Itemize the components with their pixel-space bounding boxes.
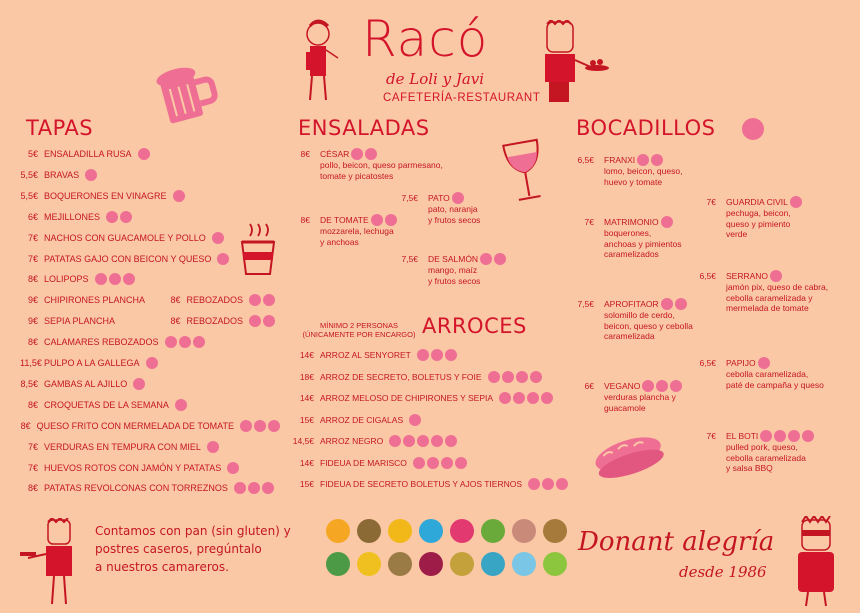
arroz-price: 15€: [299, 414, 314, 425]
bocadillo-desc-line: mermelada de tomate: [726, 303, 809, 314]
allergen-icon: [207, 441, 219, 453]
allergen-icon: [417, 435, 429, 447]
masked-character-illustration-icon: [788, 516, 848, 608]
allergen-icon: [556, 478, 568, 490]
ensalada-name: CÉSAR: [320, 149, 350, 159]
tapa-price: 8€: [27, 483, 38, 494]
allergen-icon: [542, 478, 554, 490]
footer-note-line: Contamos con pan (sin gluten) y: [95, 524, 291, 538]
tapa-row: [20, 355, 280, 371]
arroz-name: ARROZ DE SECRETO, BOLETUS Y FOIE: [320, 371, 482, 382]
bocadillo-name: MATRIMONIO: [604, 217, 659, 227]
brand-subtitle: de Loli y Javi: [386, 70, 485, 88]
allergen-icon: [263, 294, 275, 306]
sulphites-icon: [419, 552, 443, 576]
ensalada-price: 7,5€: [401, 193, 418, 203]
bocadillo-item: [574, 380, 682, 413]
bocadillo-desc-line: caramelizados: [604, 249, 659, 260]
bocadillo-item: [574, 154, 682, 187]
allergen-icon: [413, 457, 425, 469]
tapa-name: BOQUERONES EN VINAGRE: [44, 190, 167, 201]
allergen-icon: [528, 478, 540, 490]
molluscs-icon: [481, 552, 505, 576]
bocadillo-name: SERRANO: [726, 271, 769, 281]
tapa-price: 8€: [20, 420, 31, 431]
allergen-icon: [179, 336, 191, 348]
slogan: Donant alegría: [578, 527, 775, 557]
bocadillo-item: [696, 430, 814, 474]
arroz-row: [290, 455, 467, 471]
footer-note-line: postres caseros, pregúntalo: [95, 542, 262, 556]
ensalada-salmon: [398, 253, 506, 286]
ensalada-desc-line: y frutos secos: [428, 214, 481, 225]
footer-note: [95, 522, 325, 576]
allergen-icon: [262, 482, 274, 494]
tapa-price: 7€: [27, 232, 38, 243]
allergen-icon: [445, 435, 457, 447]
bocadillo-desc-line: solomillo de cerdo,: [604, 310, 675, 320]
arroz-row: [290, 390, 553, 406]
tapa-price: 5€: [27, 149, 38, 159]
bocadillo-desc-line: jamón pix, queso de cabra,: [726, 282, 829, 292]
bocadillo-desc-line: beicon, queso y cebolla: [604, 320, 693, 331]
arroz-row: [290, 369, 542, 385]
arroz-price: 14€: [299, 457, 314, 468]
allergen-icon: [656, 380, 668, 392]
tapa-name: PATATAS GAJO CON BEICON Y QUESO: [44, 253, 212, 264]
allergen-icon: [530, 371, 542, 383]
allergen-icon: [138, 148, 150, 160]
bocadillo-price: 7€: [706, 197, 716, 207]
bocadillo-price: 7€: [584, 217, 594, 227]
milk-icon: [512, 519, 536, 543]
allergen-icon: [516, 371, 528, 383]
arroz-row: [290, 347, 457, 363]
bocadillo-name: GUARDIA CIVIL: [726, 197, 788, 207]
bocadillo-item: [574, 298, 693, 342]
tapa-extra-name: REBOZADOS: [186, 295, 243, 306]
allergen-icon: [268, 420, 280, 432]
allergen-icon: [263, 315, 275, 327]
bocadillo-desc-line: guacamole: [604, 402, 646, 413]
ensalada-cesar: [296, 148, 443, 181]
allergen-icon: [212, 232, 224, 244]
bocadillo-item: [574, 216, 682, 260]
bocadillo-price: 6,5€: [699, 358, 716, 368]
bocadillo-desc-line: caramelizada: [604, 331, 655, 342]
waitress-illustration-icon: [296, 18, 342, 104]
tapa-name: ENSALADILLA RUSA: [44, 149, 132, 159]
bocadillo-desc-line: huevo y tomate: [604, 176, 663, 187]
bocadillo-desc-line: queso y pimiento: [726, 218, 791, 229]
allergen-icon: [173, 190, 185, 202]
bocadillo-desc-line: pechuga, beicon,: [726, 208, 791, 218]
allergen-icon: [427, 457, 439, 469]
allergen-icon: [488, 371, 500, 383]
allergen-icon: [217, 253, 229, 265]
allergen-icon: [670, 380, 682, 392]
ensalada-pato: [398, 192, 480, 225]
arroces-note-line2: (ÚNICAMENTE POR ENCARGO): [302, 330, 416, 339]
allergen-icon: [95, 273, 107, 285]
allergen-icon: [234, 482, 246, 494]
fish-icon: [419, 519, 443, 543]
arroz-name: ARROZ MELOSO DE CHIPIRONES Y SEPIA: [320, 393, 494, 403]
tapa-row: [20, 292, 275, 308]
allergen-icon: [758, 357, 770, 369]
bocadillo-desc-line: y salsa BBQ: [726, 463, 773, 474]
bocadillo-price: 7,5€: [577, 299, 594, 309]
allergen-icon: [254, 420, 266, 432]
waiter-tray-illustration-icon: [18, 518, 84, 608]
bocadillo-price: 6,5€: [699, 271, 716, 281]
sesame-icon: [388, 552, 412, 576]
gluten-icon: [326, 519, 350, 543]
soy-icon: [481, 519, 505, 543]
crustaceans-icon: [357, 519, 381, 543]
allergen-icon: [527, 392, 539, 404]
slogan-since: desde 1986: [679, 563, 767, 581]
bocadillo-name: PAPIJO: [726, 358, 756, 368]
allergen-icon: [661, 216, 673, 228]
tapa-price: 8€: [27, 274, 38, 285]
ensalada-name: DE SALMÓN: [428, 254, 479, 264]
tapa-row: [20, 397, 280, 413]
tapa-name: VERDURAS EN TEMPURA CON MIEL: [44, 441, 201, 452]
peanut-icon: [450, 519, 474, 543]
arroces-note: [300, 321, 418, 339]
arroz-price: 14,5€: [292, 436, 314, 446]
tapa-price: 11,5€: [20, 358, 42, 368]
tapa-name: SEPIA PLANCHA: [44, 316, 116, 327]
arroz-row: [290, 412, 421, 428]
tapa-name: PULPO A LA GALLEGA: [44, 358, 140, 368]
tapa-name: GAMBAS AL AJILLO: [44, 378, 128, 389]
allergen-icon: [802, 430, 814, 442]
tapa-price: 9€: [27, 295, 38, 306]
bocadillo-price: 6,5€: [577, 155, 594, 165]
allergen-icon: [774, 430, 786, 442]
allergen-icon: [770, 270, 782, 282]
tapa-name: BRAVAS: [44, 169, 80, 180]
arroces-note-line1: MÍNIMO 2 PERSONAS: [320, 321, 398, 330]
bocadillo-desc-line: boquerones,: [604, 228, 652, 238]
ensalada-desc-line: y frutos secos: [428, 275, 481, 286]
waiter-illustration-icon: [535, 20, 611, 104]
brand-title: Racó: [362, 10, 489, 68]
allergen-icon: [499, 392, 511, 404]
tapa-row: [20, 334, 280, 350]
allergen-icon: [403, 435, 415, 447]
footer-note-line: a nuestros camareros.: [95, 560, 229, 574]
allergen-icon: [409, 414, 421, 426]
arroz-row: [290, 433, 457, 449]
mustard-icon: [357, 552, 381, 576]
allergen-icon: [445, 349, 457, 361]
mollusc-shell-icon: [512, 552, 536, 576]
tapa-row: [20, 188, 280, 204]
tapa-row: [20, 439, 280, 455]
allergen-icon: [675, 298, 687, 310]
allergen-icon: [227, 462, 239, 474]
allergen-icon: [146, 357, 158, 369]
tapa-name: CROQUETAS DE LA SEMANA: [44, 399, 169, 410]
allergen-icon: [661, 298, 673, 310]
tapa-name: PATATAS REVOLCONAS CON TORREZNOS: [44, 483, 228, 494]
tapa-price: 5,5€: [20, 190, 38, 201]
ensalada-tomate: [296, 214, 397, 247]
allergen-icon: [123, 273, 135, 285]
tapa-name: HUEVOS ROTOS CON JAMÓN Y PATATAS: [44, 462, 222, 473]
allergen-icon: [651, 154, 663, 166]
tapa-price: 7€: [27, 253, 38, 264]
arroz-price: 15€: [299, 479, 314, 489]
allergen-icon: [431, 349, 443, 361]
ensalada-desc-line: pollo, beicon, queso parmesano,: [320, 160, 443, 170]
allergen-icon: [193, 336, 205, 348]
tapa-name: CHIPIRONES PLANCHA: [44, 295, 146, 306]
ensalada-desc-line: pato, naranja: [428, 204, 478, 214]
tapa-row: [20, 146, 280, 162]
tapa-row: [20, 460, 280, 476]
allergen-icon: [85, 169, 97, 181]
brand-tagline: CAFETERÍA-RESTAURANT: [383, 92, 541, 104]
nuts-icon: [543, 519, 567, 543]
allergen-icon: [637, 154, 649, 166]
arroz-name: ARROZ AL SENYORET: [320, 350, 411, 360]
allergen-icon: [513, 392, 525, 404]
ensalada-desc-line: mango, maíz: [428, 265, 478, 275]
ensalada-desc-line: mozzarela, lechuga: [320, 226, 394, 236]
allergen-icon: [109, 273, 121, 285]
bocadillo-desc-line: paté de campaña y queso: [726, 379, 824, 390]
allergen-icon: [441, 457, 453, 469]
ensalada-price: 8€: [300, 149, 310, 159]
tapa-price: 7€: [27, 441, 38, 452]
lupin-icon: [450, 552, 474, 576]
allergen-icon: [417, 349, 429, 361]
vegan-icon: [543, 552, 567, 576]
allergen-icon: [175, 399, 187, 411]
wine-glass-icon: [498, 138, 556, 204]
allergen-icon: [788, 430, 800, 442]
bocadillo-desc-line: cebolla caramelizada y: [726, 292, 813, 303]
coffee-cup-icon: [236, 222, 280, 278]
allergen-icon: [133, 378, 145, 390]
arroz-name: FIDEUA DE SECRETO BOLETUS Y AJOS TIERNOS: [320, 479, 523, 489]
allergen-icon: [642, 380, 654, 392]
tapas-title: TAPAS: [26, 116, 94, 140]
arroz-name: FIDEUA DE MARISCO: [320, 457, 407, 468]
tapa-price: 6€: [27, 211, 38, 222]
tapa-extra-price: 8€: [170, 295, 181, 306]
bocadillo-item: [696, 196, 802, 240]
ensalada-price: 8€: [300, 215, 310, 225]
bocadillo-price: 6€: [584, 381, 594, 391]
tapa-extra-name: REBOZADOS: [186, 316, 243, 327]
tapa-extra-price: 8€: [170, 316, 181, 327]
sandwich-icon: [592, 432, 668, 488]
bocadillo-desc-line: anchoas y pimientos: [604, 238, 682, 249]
allergen-icon: [165, 336, 177, 348]
tapa-row: [20, 376, 280, 392]
celery-icon: [326, 552, 350, 576]
arroz-price: 14€: [299, 393, 314, 403]
bocadillo-desc-line: verduras plancha y: [604, 392, 676, 402]
allergen-icon: [389, 435, 401, 447]
ensalada-name: PATO: [428, 193, 450, 203]
tapa-price: 5,5€: [20, 169, 38, 180]
bocadillo-desc-line: lomo, beicon, queso,: [604, 166, 683, 176]
arroces-title: ARROCES: [422, 314, 527, 338]
allergen-icon: [120, 211, 132, 223]
allergen-icon: [431, 435, 443, 447]
bocadillo-name: EL BOTI: [726, 431, 759, 441]
tapa-row: [20, 167, 280, 183]
bocadillos-title: BOCADILLOS: [576, 116, 716, 140]
allergen-icon: [249, 315, 261, 327]
tapa-price: 7€: [27, 462, 38, 473]
bocadillo-name: APROFITAOR: [604, 299, 659, 309]
allergen-icon: [760, 430, 772, 442]
arroz-name: ARROZ NEGRO: [320, 436, 384, 446]
tapa-row: [20, 313, 275, 329]
allergen-icon: [248, 482, 260, 494]
allergen-icon: [106, 211, 118, 223]
arroz-price: 18€: [299, 371, 314, 382]
allergen-icon: [541, 392, 553, 404]
ensaladas-title: ENSALADAS: [298, 116, 430, 140]
bocadillo-desc-line: verde: [726, 229, 748, 240]
bocadillos-gluten-icon: [742, 118, 764, 140]
tapa-name: LOLIPOPS: [44, 274, 89, 285]
arroz-row: [290, 476, 568, 492]
bocadillo-name: VEGANO: [604, 381, 641, 391]
tapa-price: 9€: [27, 316, 38, 327]
bocadillo-name: FRANXI: [604, 155, 636, 165]
bocadillo-desc-line: pulled pork, queso,: [726, 442, 798, 452]
bocadillo-item: [696, 357, 824, 390]
allergen-icon: [249, 294, 261, 306]
ensalada-desc-line: tomate y picatostes: [320, 170, 394, 181]
allergen-icon: [790, 196, 802, 208]
egg-icon: [388, 519, 412, 543]
beer-mug-icon: [150, 62, 230, 128]
ensalada-name: DE TOMATE: [320, 215, 369, 225]
bocadillo-desc-line: cebolla caramelizada: [726, 452, 806, 463]
tapa-name: MEJILLONES: [44, 211, 101, 222]
tapa-name: CALAMARES REBOZADOS: [44, 337, 159, 348]
bocadillo-price: 7€: [706, 431, 716, 441]
bocadillo-item: [696, 270, 828, 314]
ensalada-price: 7,5€: [401, 254, 418, 264]
tapa-name: QUESO FRITO CON MERMELADA DE TOMATE: [36, 420, 234, 431]
tapa-name: NACHOS CON GUACAMOLE Y POLLO: [44, 232, 206, 243]
bocadillo-desc-line: cebolla caramelizada,: [726, 369, 809, 379]
allergen-icon: [502, 371, 514, 383]
tapa-price: 8,5€: [20, 378, 38, 389]
tapa-price: 8€: [27, 399, 38, 410]
ensalada-desc-line: y anchoas: [320, 236, 359, 247]
tapa-row: [20, 480, 280, 496]
tapa-price: 8€: [27, 337, 38, 348]
tapa-row: [20, 418, 280, 434]
arroz-price: 14€: [299, 350, 314, 360]
allergen-icon: [240, 420, 252, 432]
allergen-icon: [455, 457, 467, 469]
arroz-name: ARROZ DE CIGALAS: [320, 414, 404, 425]
